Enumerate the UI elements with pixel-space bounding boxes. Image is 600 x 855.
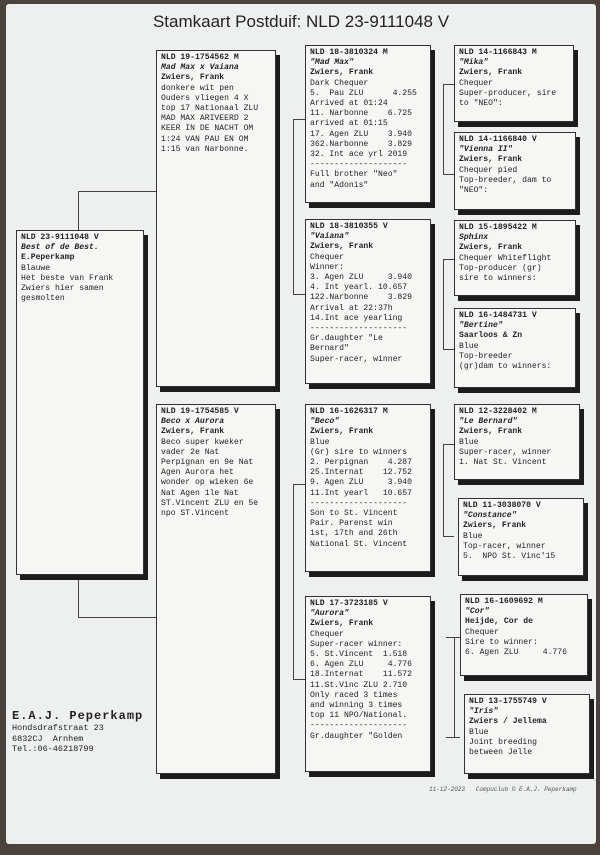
info-line: Het beste van Frank xyxy=(21,273,114,283)
info-line: Top-breeder xyxy=(459,351,513,361)
connector xyxy=(293,294,305,295)
breeder: Zwiers, Frank xyxy=(310,427,374,437)
dam-dam-box xyxy=(305,596,431,772)
info-line: and winning 3 times xyxy=(310,701,403,711)
connector xyxy=(443,349,454,350)
pigeon-name: "Iris" xyxy=(469,707,499,717)
info-line: 5. St.Vincent 1.518 xyxy=(310,650,408,660)
info-line: Bernard" xyxy=(310,344,349,354)
info-line: 3. Agen ZLU 3.940 xyxy=(310,273,412,283)
connector xyxy=(293,119,294,294)
separator: -------------------- xyxy=(310,324,408,334)
dam-sire-box xyxy=(305,404,431,572)
connector xyxy=(446,737,460,738)
dam-dam-dam-box xyxy=(464,694,590,774)
info-line: Top-producer (gr) xyxy=(459,263,542,273)
connector xyxy=(443,444,454,445)
info-line: Super-racer winner: xyxy=(310,639,403,649)
info-line: 1:24 VAN PAU EN OM xyxy=(161,134,249,144)
info-line: Zwiers hier samen xyxy=(21,284,104,294)
info-line: Chequer pied xyxy=(459,165,518,175)
pigeon-name: "Vaiana" xyxy=(310,232,349,242)
info-line: 362.Narbonne 3.829 xyxy=(310,139,412,149)
info-line: donkere wit pen xyxy=(161,83,234,93)
info-line: 6. Agen ZLU 4.776 xyxy=(310,660,412,670)
breeder: Zwiers / Jellema xyxy=(469,717,547,727)
page-title: Stamkaart Postduif: NLD 23-9111048 V xyxy=(152,12,450,31)
info-line: 11.Int yearl 10.657 xyxy=(310,488,412,498)
info-line: Blue xyxy=(310,437,330,447)
ring-number: NLD 16-1626317 M xyxy=(310,407,388,416)
pigeon-name: Best of de Best. xyxy=(21,243,99,253)
ring-number: NLD 13-1755749 V xyxy=(469,697,547,706)
connector xyxy=(446,637,460,638)
info-line: Super-racer, winner xyxy=(310,354,403,364)
separator: -------------------- xyxy=(310,160,408,170)
ring-number: NLD 23-9111048 V xyxy=(21,233,99,242)
ring-number: NLD 12-3228402 M xyxy=(459,407,537,416)
pigeon-name: "Vienna II" xyxy=(459,145,513,155)
info-line: Chequer xyxy=(465,627,499,637)
connector xyxy=(293,119,305,120)
sire-dam-box xyxy=(305,219,431,384)
owner-block xyxy=(12,709,143,755)
pigeon-name: "Aurora" xyxy=(310,609,349,619)
sire-box xyxy=(156,50,276,387)
sire-sire-sire-box xyxy=(454,45,574,122)
sire-dam-sire-box xyxy=(454,220,576,296)
ring-number: NLD 19-1754562 M xyxy=(161,53,239,62)
owner-address-line: 6832CJ Arnhem xyxy=(12,733,84,744)
info-line: and "Adonis" xyxy=(310,180,369,190)
info-line: Arrival at 22:37h xyxy=(310,303,393,313)
pedigree-card xyxy=(6,4,596,844)
info-line: Joint breeding xyxy=(469,737,537,747)
connector xyxy=(454,637,455,737)
sire-sire-box xyxy=(305,45,431,203)
info-line: Top-racer, winner xyxy=(463,541,546,551)
breeder: Zwiers, Frank xyxy=(310,619,374,629)
connector xyxy=(443,84,444,174)
breeder: Zwiers, Frank xyxy=(459,427,523,437)
info-line: Gr.daughter "Golden xyxy=(310,731,403,741)
connector xyxy=(293,679,305,680)
connector xyxy=(78,617,158,618)
info-line: 1st, 17th and 26th xyxy=(310,529,398,539)
info-line: 5. NPO St. Vinc'15 xyxy=(463,552,556,562)
dam-sire-sire-box xyxy=(454,404,580,480)
info-line: Top-breeder, dam to xyxy=(459,175,552,185)
info-line: arrived at 01:15 xyxy=(310,119,388,129)
info-line: between Jelle xyxy=(469,748,533,758)
info-line: Beco super kweker xyxy=(161,437,244,447)
dam-dam-sire-box xyxy=(460,594,588,676)
breeder: Heijde, Cor de xyxy=(465,617,533,627)
info-line: 6. Agen ZLU 4.776 xyxy=(465,648,567,658)
pigeon-name: "Mad Max" xyxy=(310,58,354,68)
connector xyxy=(443,259,444,349)
info-line: Nat Agen 1le Nat xyxy=(161,488,239,498)
pigeon-name: Beco x Aurora xyxy=(161,417,225,427)
info-line: 32. Int ace yrl 2019 xyxy=(310,150,408,160)
info-line: Super-producer, sire xyxy=(459,88,557,98)
info-line: 2. Perpignan 4.287 xyxy=(310,458,412,468)
info-line: 14.Int ace yearling xyxy=(310,313,403,323)
info-line: Agen Aurora het xyxy=(161,468,234,478)
owner-name: E.A.J. Peperkamp xyxy=(12,709,144,723)
connector xyxy=(293,484,305,485)
connector xyxy=(443,536,454,537)
info-line: MAD MAX ARIVEERD 2 xyxy=(161,114,249,124)
ring-number: NLD 15-1895422 M xyxy=(459,223,537,232)
info-line: KEER IN DE NACHT OM xyxy=(161,124,254,134)
info-line: 25.Internat 12.752 xyxy=(310,468,412,478)
pigeon-name: "Constance" xyxy=(463,511,517,521)
info-line: Son to St. Vincent xyxy=(310,509,398,519)
connector xyxy=(443,84,454,85)
breeder: Zwiers, Frank xyxy=(459,155,523,165)
info-line: 18.Internat 11.572 xyxy=(310,670,412,680)
owner-phone: Tel.:06-46218799 xyxy=(12,744,94,754)
sire-sire-dam-box xyxy=(454,132,576,210)
connector xyxy=(443,259,454,260)
breeder: Zwiers, Frank xyxy=(459,243,523,253)
info-line: Chequer xyxy=(310,252,344,262)
info-line: vader 2e Nat xyxy=(161,447,220,457)
breeder: Zwiers, Frank xyxy=(463,521,527,531)
info-line: Full brother "Neo" xyxy=(310,170,398,180)
footer-credit: 11-12-2023 Compuclub © E.A.J. Peperkamp xyxy=(429,786,577,793)
ring-number: NLD 11-3038070 V xyxy=(463,501,541,510)
info-line: Gr.daughter "Le xyxy=(310,334,383,344)
dam-box xyxy=(156,404,276,774)
pigeon-name: "Beco" xyxy=(310,417,340,427)
info-line: Only raced 3 times xyxy=(310,690,398,700)
ring-number: NLD 18-3810355 V xyxy=(310,222,388,231)
owner-address-line: Hondsdrafstraat 23 xyxy=(12,723,104,733)
info-line: 11.St.Vinc ZLU 2.710 xyxy=(310,680,408,690)
breeder: Zwiers, Frank xyxy=(310,242,374,252)
breeder: Zwiers, Frank xyxy=(161,73,225,83)
connector xyxy=(293,484,294,679)
connector xyxy=(443,174,454,175)
ring-number: NLD 14-1166840 V xyxy=(459,135,537,144)
connector xyxy=(443,444,444,536)
separator: -------------------- xyxy=(310,498,408,508)
info-line: 11. Narbonne 6.725 xyxy=(310,109,412,119)
info-line: Chequer xyxy=(459,78,493,88)
info-line: 1:15 van Narbonne. xyxy=(161,144,249,154)
breeder: E.Peperkamp xyxy=(21,253,75,263)
info-line: Super-racer, winner xyxy=(459,447,552,457)
info-line: ST.Vincent ZLU en 5e xyxy=(161,498,259,508)
pigeon-name: Sphinx xyxy=(459,233,489,243)
pigeon-name: "Bertine" xyxy=(459,321,503,331)
sire-dam-dam-box xyxy=(454,308,576,388)
info-line: Perpignan en 9e Nat xyxy=(161,458,254,468)
breeder: Zwiers, Frank xyxy=(459,68,523,78)
connector xyxy=(78,191,158,192)
info-line: Ouders vliegen 4 X xyxy=(161,93,249,103)
info-line: Chequer Whiteflight xyxy=(459,253,552,263)
info-line: 122.Narbonne 3.829 xyxy=(310,293,412,303)
breeder: Zwiers, Frank xyxy=(161,427,225,437)
info-line: 9. Agen ZLU 3.940 xyxy=(310,478,412,488)
pigeon-name: "Cor" xyxy=(465,607,490,617)
info-line: (gr)dam to winners: xyxy=(459,362,552,372)
pigeon-name: "Le Bernard" xyxy=(459,417,518,427)
separator: -------------------- xyxy=(310,721,408,731)
ring-number: NLD 17-3723185 V xyxy=(310,599,388,608)
info-line: Sire to winner: xyxy=(465,637,538,647)
info-line: 5. Pau ZLU 4.255 xyxy=(310,88,417,98)
info-line: 1. Nat St. Vincent xyxy=(459,458,547,468)
info-line: Chequer xyxy=(310,629,344,639)
pigeon-name: "Mika" xyxy=(459,58,489,68)
info-line: Winner: xyxy=(310,262,344,272)
info-line: "NEO": xyxy=(459,186,489,196)
breeder: Zwiers, Frank xyxy=(310,68,374,78)
ring-number: NLD 14-1166843 M xyxy=(459,48,537,57)
info-line: Dark Chequer xyxy=(310,78,369,88)
info-line: sire to winners: xyxy=(459,274,537,284)
info-line: Blue xyxy=(459,341,479,351)
ring-number: NLD 18-3810324 M xyxy=(310,48,388,57)
main-pigeon-box xyxy=(16,230,144,575)
info-line: to "NEO": xyxy=(459,99,503,109)
pigeon-name: Mad Max x Vaiana xyxy=(161,63,239,73)
ring-number: NLD 16-1484731 V xyxy=(459,311,537,320)
info-line: top 17 Nationaal ZLU xyxy=(161,104,259,114)
info-line: 17. Agen ZLU 3.940 xyxy=(310,129,412,139)
info-line: (Gr) sire to winners xyxy=(310,447,408,457)
info-line: National St. Vincent xyxy=(310,539,408,549)
breeder: Saarloos & Zn xyxy=(459,331,523,341)
info-line: npo ST.Vincent xyxy=(161,509,229,519)
info-line: gesmolten xyxy=(21,294,65,304)
ring-number: NLD 19-1754585 V xyxy=(161,407,239,416)
info-line: Blue xyxy=(463,531,483,541)
info-line: Blauwe xyxy=(21,263,51,273)
info-line: 4. Int yearl. 10.657 xyxy=(310,283,408,293)
info-line: wonder op wieken 6e xyxy=(161,478,254,488)
dam-sire-dam-box xyxy=(458,498,584,576)
ring-number: NLD 16-1609692 M xyxy=(465,597,543,606)
info-line: top 11 NPO/National. xyxy=(310,711,408,721)
info-line: Arrived at 01:24 xyxy=(310,99,388,109)
info-line: Pair. Parenst win xyxy=(310,519,393,529)
info-line: Blue xyxy=(469,727,489,737)
info-line: Blue xyxy=(459,437,479,447)
